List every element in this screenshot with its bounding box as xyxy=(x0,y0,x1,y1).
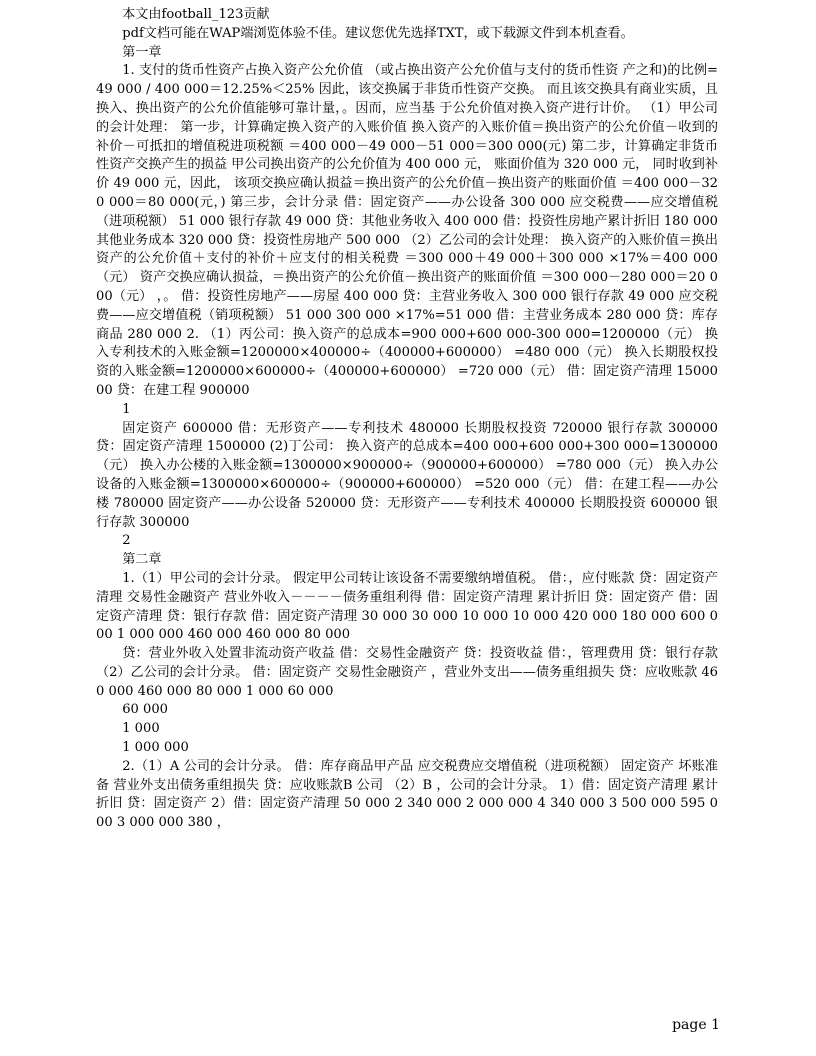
chapter-2-paragraph-1: 1.（1）甲公司的会计分录。 假定甲公司转让该设备不需要缴纳增值税。 借：，应付账款 贷：固定资产清理 交易性金融资产 营业外收入－－－－债务重组利得 借：固定资产清理 累计折旧 贷：固定资产 借：固定资产清理 贷：银行存款 借：固定资产清理 30 000 30 000 10 000 10 000 420 000 180 000 600 000 1 000 000 460 000 460 000 80 000 xyxy=(96,570,718,643)
chapter-2-title: 第二章 xyxy=(122,552,162,568)
chapter-1-paragraph-1: 1. 支付的货币性资产占换入资产公允价值 （或占换出资产公允价值与支付的货币性资 产之和)的比例= 49 000 / 400 000＝12.25%＜25% 因此，该交换属于非货币性资产交换。 而且该交换具有商业实质，且换入、换出资产的公允价值能够可靠计量，。因而，应当基 于公允价值对换入资产进行计价。 （1）甲公司的会计处理： 第一步，计算确定换入资产的入账价值 换入资产的入账价值＝换出资产的公允价值－收到的补价－可抵扣的增值税进项税额 ＝400 000－49 000－51 000＝300 000(元) 第二步，计算确定非货币性资产交换产生的损益 甲公司换出资产的公允价值为 400 000 元， 账面价值为 320 000 元， 同时收到补价 49 000 元，因此， 该项交换应确认损益＝换出资产的公允价值－换出资产的账面价值 ＝400 000－320 000＝80 000(元，) 第三步，会计分录 借：固定资产——办公设备 300 000 应交税费——应交增值税（进项税额） 51 000 银行存款 49 000 贷：其他业务收入 400 000 借：投资性房地产累计折旧 180 000 其他业务成本 320 000 贷：投资性房地产 500 000 （2）乙公司的会计处理： 换入资产的入账价值＝换出资产的公允价值＋支付的补价＋应支付的相关税费 ＝300 000＋49 000＋300 000 ×17%＝400 000（元） 资产交换应确认损益，＝换出资产的公允价值－换出资产的账面价值 ＝300 000－280 000＝20 000（元） ，。 借：投资性房地产——房屋 400 000 贷：主营业务收入 300 000 银行存款 49 000 应交税费——应交增值税（销项税额） 51 000 300 000 ×17%=51 000 借：主营业务成本 280 000 贷：库存商品 280 000 2. （1）丙公司：换入资产的总成本=900 000+600 000-300 000=1200000（元） 换入专利技术的入账金额=1200000×400000÷（400000+600000） =480 000（元） 换入长期股权投资的入账金额=1200000×600000÷（400000+600000） =720 000（元） 借：固定资产清理 1500000 贷：在建工程 900000 xyxy=(96,63,718,398)
chapter-2-paragraph-2: 贷：营业外收入处置非流动资产收益 借：交易性金融资产 贷：投资收益 借：，管理费用 贷：银行存款 （2）乙公司的会计分录。 借：固定资产 交易性金融资产 ，营业外支出——债务重组损失 贷：应收账款 460 000 460 000 80 000 1 000 60 000 xyxy=(96,646,718,699)
chapter-2-paragraph-3: 2.（1）A 公司的会计分录。 借：库存商品甲产品 应交税费应交增值税（进项税额） 固定资产 坏账准备 营业外支出债务重组损失 贷：应收账款B 公司 （2）B ，公司的会计分录。 1）借：固定资产清理 累计折旧 贷：固定资产 2）借：固定资产清理 50 000 2 340 000 2 000 000 4 340 000 3 500 000 595 000 3 000 000 380 ， xyxy=(96,758,718,831)
source-page-marker-1: 1 xyxy=(122,401,131,417)
wap-notice: pdf文档可能在WAP端浏览体验不佳。建议您优先选择TXT，或下载源文件到本机查看。 xyxy=(122,25,634,41)
chapter-1-paragraph-2: 固定资产 600000 借：无形资产——专利技术 480000 长期股权投资 720000 银行存款 300000 贷：固定资产清理 1500000 (2)丁公司： 换入资产的总成本=400 000+600 000+300 000=1300000（元） 换入办公楼的入账金额=1300000×900000÷（900000+600000） =780 000（元） 换入办公设备的入账金额=1300000×600000÷（900000+600000） =520 000（元） 借：在建工程——办公楼 780000 固定资产——办公设备 520000 贷：无形资产——专利技术 400000 长期股投资 600000 银行存款 300000 xyxy=(96,420,718,530)
amount-line-3: 1 000 000 xyxy=(122,740,189,756)
document-body xyxy=(96,6,718,833)
credit-line: 本文由football_123贡献 xyxy=(122,7,270,22)
chapter-1-title: 第一章 xyxy=(122,44,162,60)
amount-line-1: 60 000 xyxy=(122,702,169,718)
page-number: page 1 xyxy=(672,1017,720,1033)
source-page-marker-2: 2 xyxy=(122,533,131,549)
amount-line-2: 1 000 xyxy=(122,721,160,737)
